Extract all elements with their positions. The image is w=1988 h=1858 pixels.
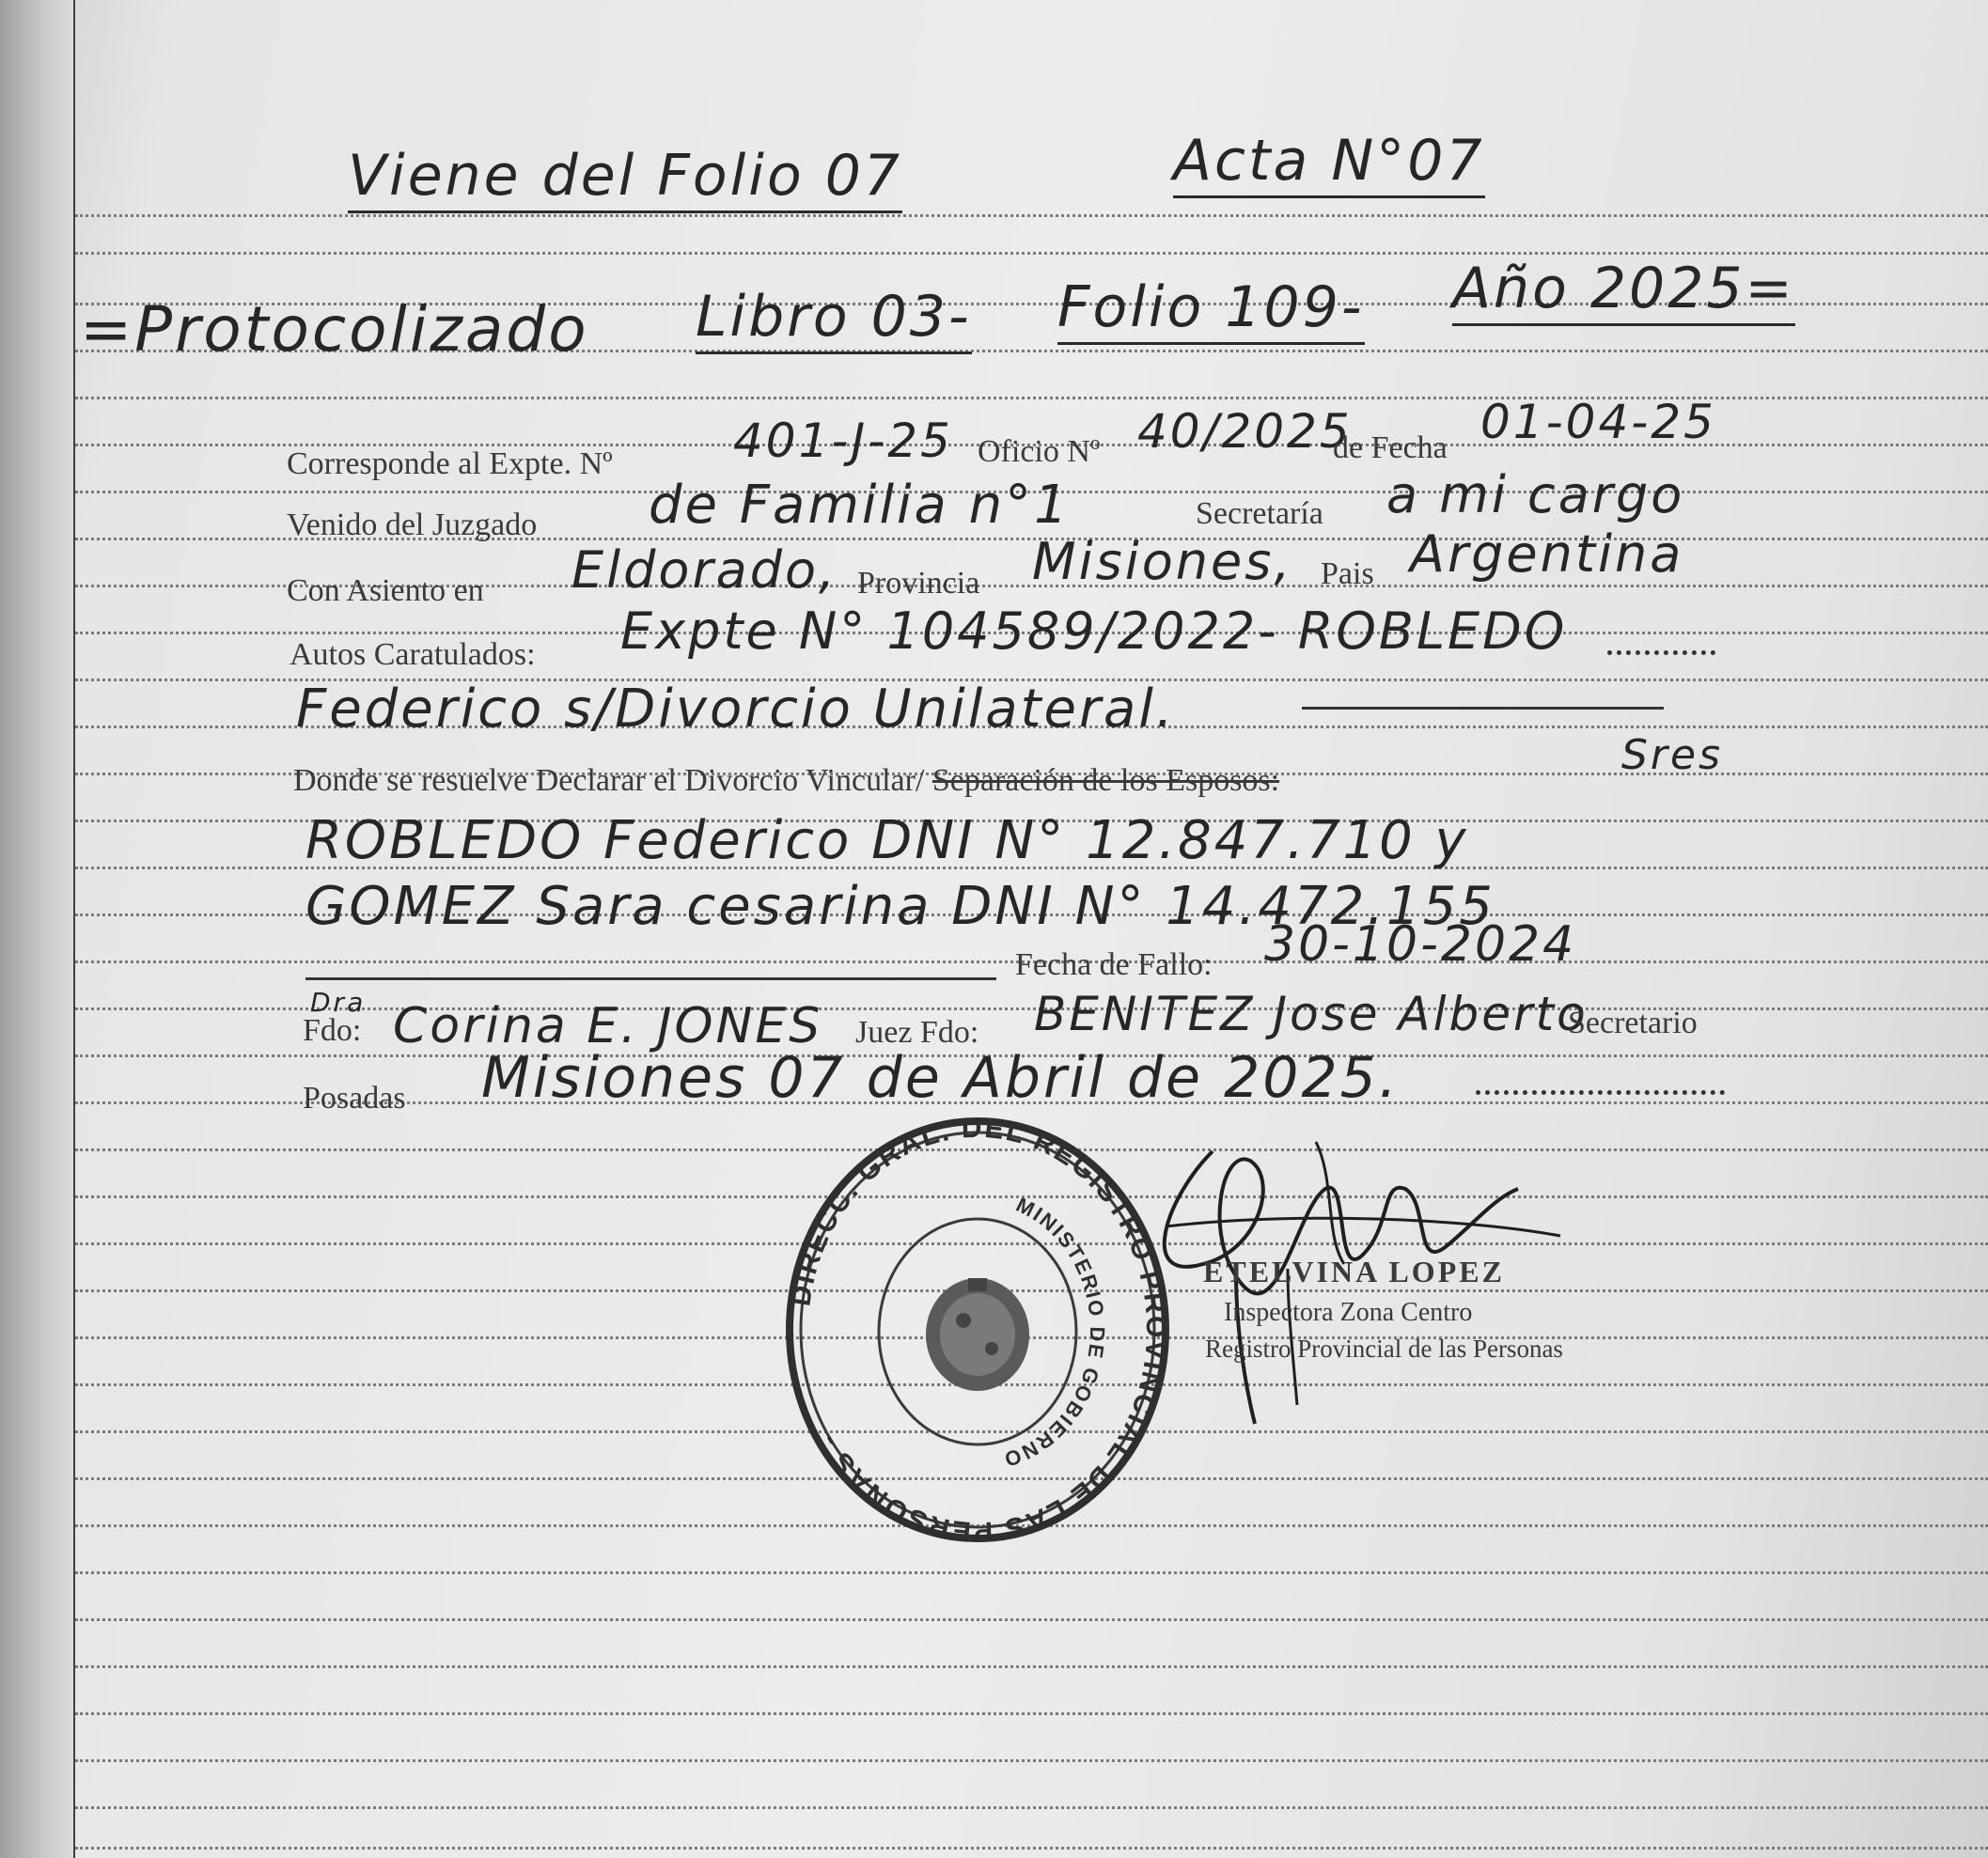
ruled-line	[75, 1665, 1988, 1668]
fecha-label: de Fecha	[1333, 430, 1448, 465]
ruled-line	[75, 1712, 1988, 1715]
resuelve-value: Sres	[1621, 731, 1724, 779]
juzgado-value: de Familia n°1	[649, 475, 1071, 536]
fecha-value: 01-04-25	[1480, 395, 1716, 449]
signer-name: ETELVINA LOPEZ	[1203, 1255, 1505, 1288]
stamp-outer-text: DIRECC. GRAL. DEL REGISTRO PROVINCIAL DE LAS PERSONAS -	[785, 1114, 1172, 1546]
juzgado-label: Venido del Juzgado	[287, 507, 538, 542]
protocolizado: =Protocolizado	[80, 293, 589, 366]
stamp-inner-text: MINISTERIO DE GOBIERNO	[999, 1193, 1110, 1473]
viene-del-folio: Viene del Folio 07	[348, 143, 902, 213]
secretaria-label: Secretaría	[1196, 496, 1323, 531]
provincia-label: Provincia	[857, 566, 980, 601]
pais-label: Pais	[1321, 556, 1374, 591]
asiento-label: Con Asiento en	[287, 573, 484, 608]
ruled-line	[75, 1759, 1988, 1762]
signature-block	[1147, 1123, 1579, 1438]
autos-label: Autos Caratulados:	[290, 637, 536, 672]
expte-label: Corresponde al Expte. Nº	[287, 446, 613, 481]
ruled-line	[75, 252, 1988, 255]
ruled-line	[75, 1571, 1988, 1574]
signer-title: Inspectora Zona Centro	[1224, 1298, 1473, 1327]
fallo-label: Fecha de Fallo:	[1015, 947, 1213, 982]
folio-number: Folio 109-	[1057, 274, 1365, 345]
juez-label: Juez Fdo:	[855, 1015, 979, 1050]
resuelve-label-struck: Separación de los Esposos:	[931, 763, 1280, 798]
oficio-label: Oficio Nº	[978, 434, 1101, 469]
fdo-label: Fdo:	[303, 1013, 362, 1048]
autos-value-line2: Federico s/Divorcio Unilateral.	[296, 679, 1176, 740]
provincia-value: Misiones,	[1032, 532, 1293, 591]
autos-value-line1: Expte N° 104589/2022- ROBLEDO	[620, 601, 1568, 661]
parte-2: GOMEZ Sara cesarina DNI N° 14.472.155	[305, 876, 1495, 937]
dotted-fill	[1476, 1090, 1725, 1095]
ruled-line	[75, 1618, 1988, 1621]
libro-number: Libro 03-	[696, 284, 972, 354]
anio: Año 2025=	[1452, 256, 1795, 326]
fill-line	[305, 977, 996, 980]
secretario-name: BENITEZ Jose Alberto	[1034, 987, 1589, 1041]
lugar-label: Posadas	[303, 1081, 406, 1116]
juez-name: Corina E. JONES	[393, 998, 823, 1054]
parte-1: ROBLEDO Federico DNI N° 12.847.710 y	[305, 810, 1469, 871]
fallo-value: 30-10-2024	[1264, 916, 1577, 973]
oficio-value: 40/2025	[1137, 404, 1353, 459]
ruled-line	[75, 214, 1988, 217]
book-binding-edge	[0, 0, 75, 1858]
secretaria-value: a mi cargo	[1386, 465, 1685, 524]
asiento-value: Eldorado,	[571, 540, 838, 600]
expte-value: 401-J-25	[733, 414, 953, 468]
acta-number: Acta N°07	[1173, 128, 1485, 198]
pais-value: Argentina	[1410, 524, 1684, 584]
resuelve-label	[293, 763, 1279, 799]
ruled-line	[75, 1847, 1988, 1850]
dra-abbrev: Dra	[310, 987, 367, 1018]
secretario-label: Secretario	[1568, 1006, 1698, 1040]
ruled-line	[75, 1806, 1988, 1809]
dotted-fill	[1607, 650, 1715, 655]
official-stamp	[780, 1114, 1175, 1551]
resuelve-label-text: Donde se resuelve Declarar el Divorcio Vincular/	[293, 763, 925, 798]
signer-org: Registro Provincial de las Personas	[1205, 1335, 1563, 1363]
coat-of-arms-icon	[926, 1278, 1029, 1391]
fill-line	[1302, 707, 1664, 710]
lugar-fecha: Misiones 07 de Abril de 2025.	[481, 1045, 1400, 1111]
